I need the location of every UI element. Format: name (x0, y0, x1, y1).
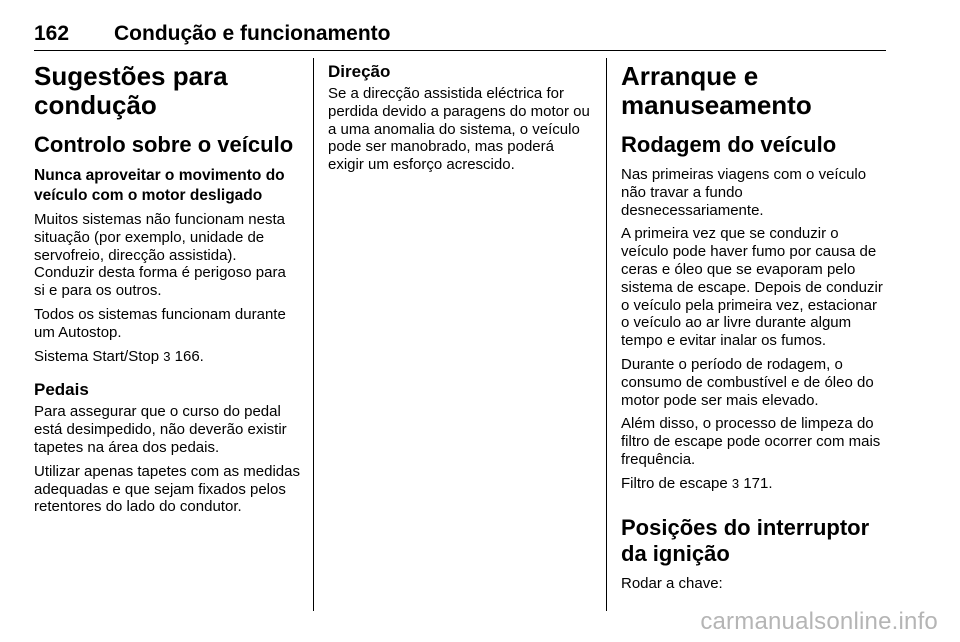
section-title-starting-operating: Arranque e manuseamento (621, 61, 812, 120)
heading-running-in: Rodagem do veículo (621, 132, 837, 157)
arrow-reference-icon: 3 (163, 348, 171, 364)
cross-reference-exhaust-filter[interactable] (621, 475, 888, 493)
section-title-driving-tips: Sugestões para condução (34, 61, 228, 120)
column-middle (328, 62, 590, 180)
paragraph: Nas primeiras viagens com o veículo não travar a fundo desnecessariamente. (621, 166, 867, 219)
heading-ignition-positions: Posições do interruptor da ignição (621, 514, 870, 566)
xref-label: Sistema Start/Stop (34, 347, 160, 365)
paragraph: Além disso, o processo de limpeza do filtro de escape pode ocorrer com mais frequência. (621, 415, 881, 468)
paragraph: Utilizar apenas tapetes com as medidas adequadas e que sejam fixados pelos retentores do lado do condutor. (34, 462, 300, 516)
xref-page: 171. (743, 474, 773, 492)
heading-steering: Direção (328, 62, 391, 81)
header-rule (34, 50, 886, 51)
running-title: Condução e funcionamento (114, 22, 391, 45)
paragraph: Se a direcção assistida eléctrica for perdida devido a paragens do motor ou a uma anomalia do sistema, o veículo pode ser manobrado, mas poderá exigir um esforço acrescido. (328, 85, 590, 174)
heading-coasting: Nunca aproveitar o movimento do veículo com o motor desligado (34, 167, 285, 204)
paragraph: Rodar a chave: (621, 574, 723, 592)
page-number: 162 (34, 22, 70, 45)
paragraph: Muitos sistemas não funcionam nesta situação (por exemplo, unidade de servofreio, direcção assistida). Conduzir desta forma é perigoso para si e para os outros. (34, 211, 286, 300)
column-right (621, 62, 888, 598)
heading-pedals: Pedais (34, 380, 89, 400)
xref-page: 166. (174, 347, 204, 365)
cross-reference-start-stop[interactable] (34, 348, 300, 366)
paragraph: Para assegurar que o curso do pedal está desimpedido, não deverão existir tapetes na área dos pedais. (34, 403, 287, 456)
column-divider-2 (606, 58, 607, 611)
page-header (34, 22, 886, 50)
paragraph: A primeira vez que se conduzir o veículo pode haver fumo por causa de ceras e óleo que se evaporam pelo sistema de escape. Depois de conduzir o veículo pela primeira vez, estacionar o veículo ao ar livre durante algum tempo e evitar inalar os fumos. (621, 225, 883, 350)
heading-vehicle-control: Controlo sobre o veículo (34, 132, 294, 157)
watermark: carmanualsonline.info (700, 608, 938, 635)
arrow-reference-icon: 3 (731, 475, 740, 491)
paragraph: Durante o período de rodagem, o consumo de combustível e de óleo do motor pode ser mais elevado. (621, 355, 874, 409)
paragraph: Todos os sistemas funcionam durante um Autostop. (34, 305, 286, 341)
column-left (34, 62, 300, 522)
column-divider-1 (313, 58, 314, 611)
xref-label: Filtro de escape (621, 474, 728, 492)
